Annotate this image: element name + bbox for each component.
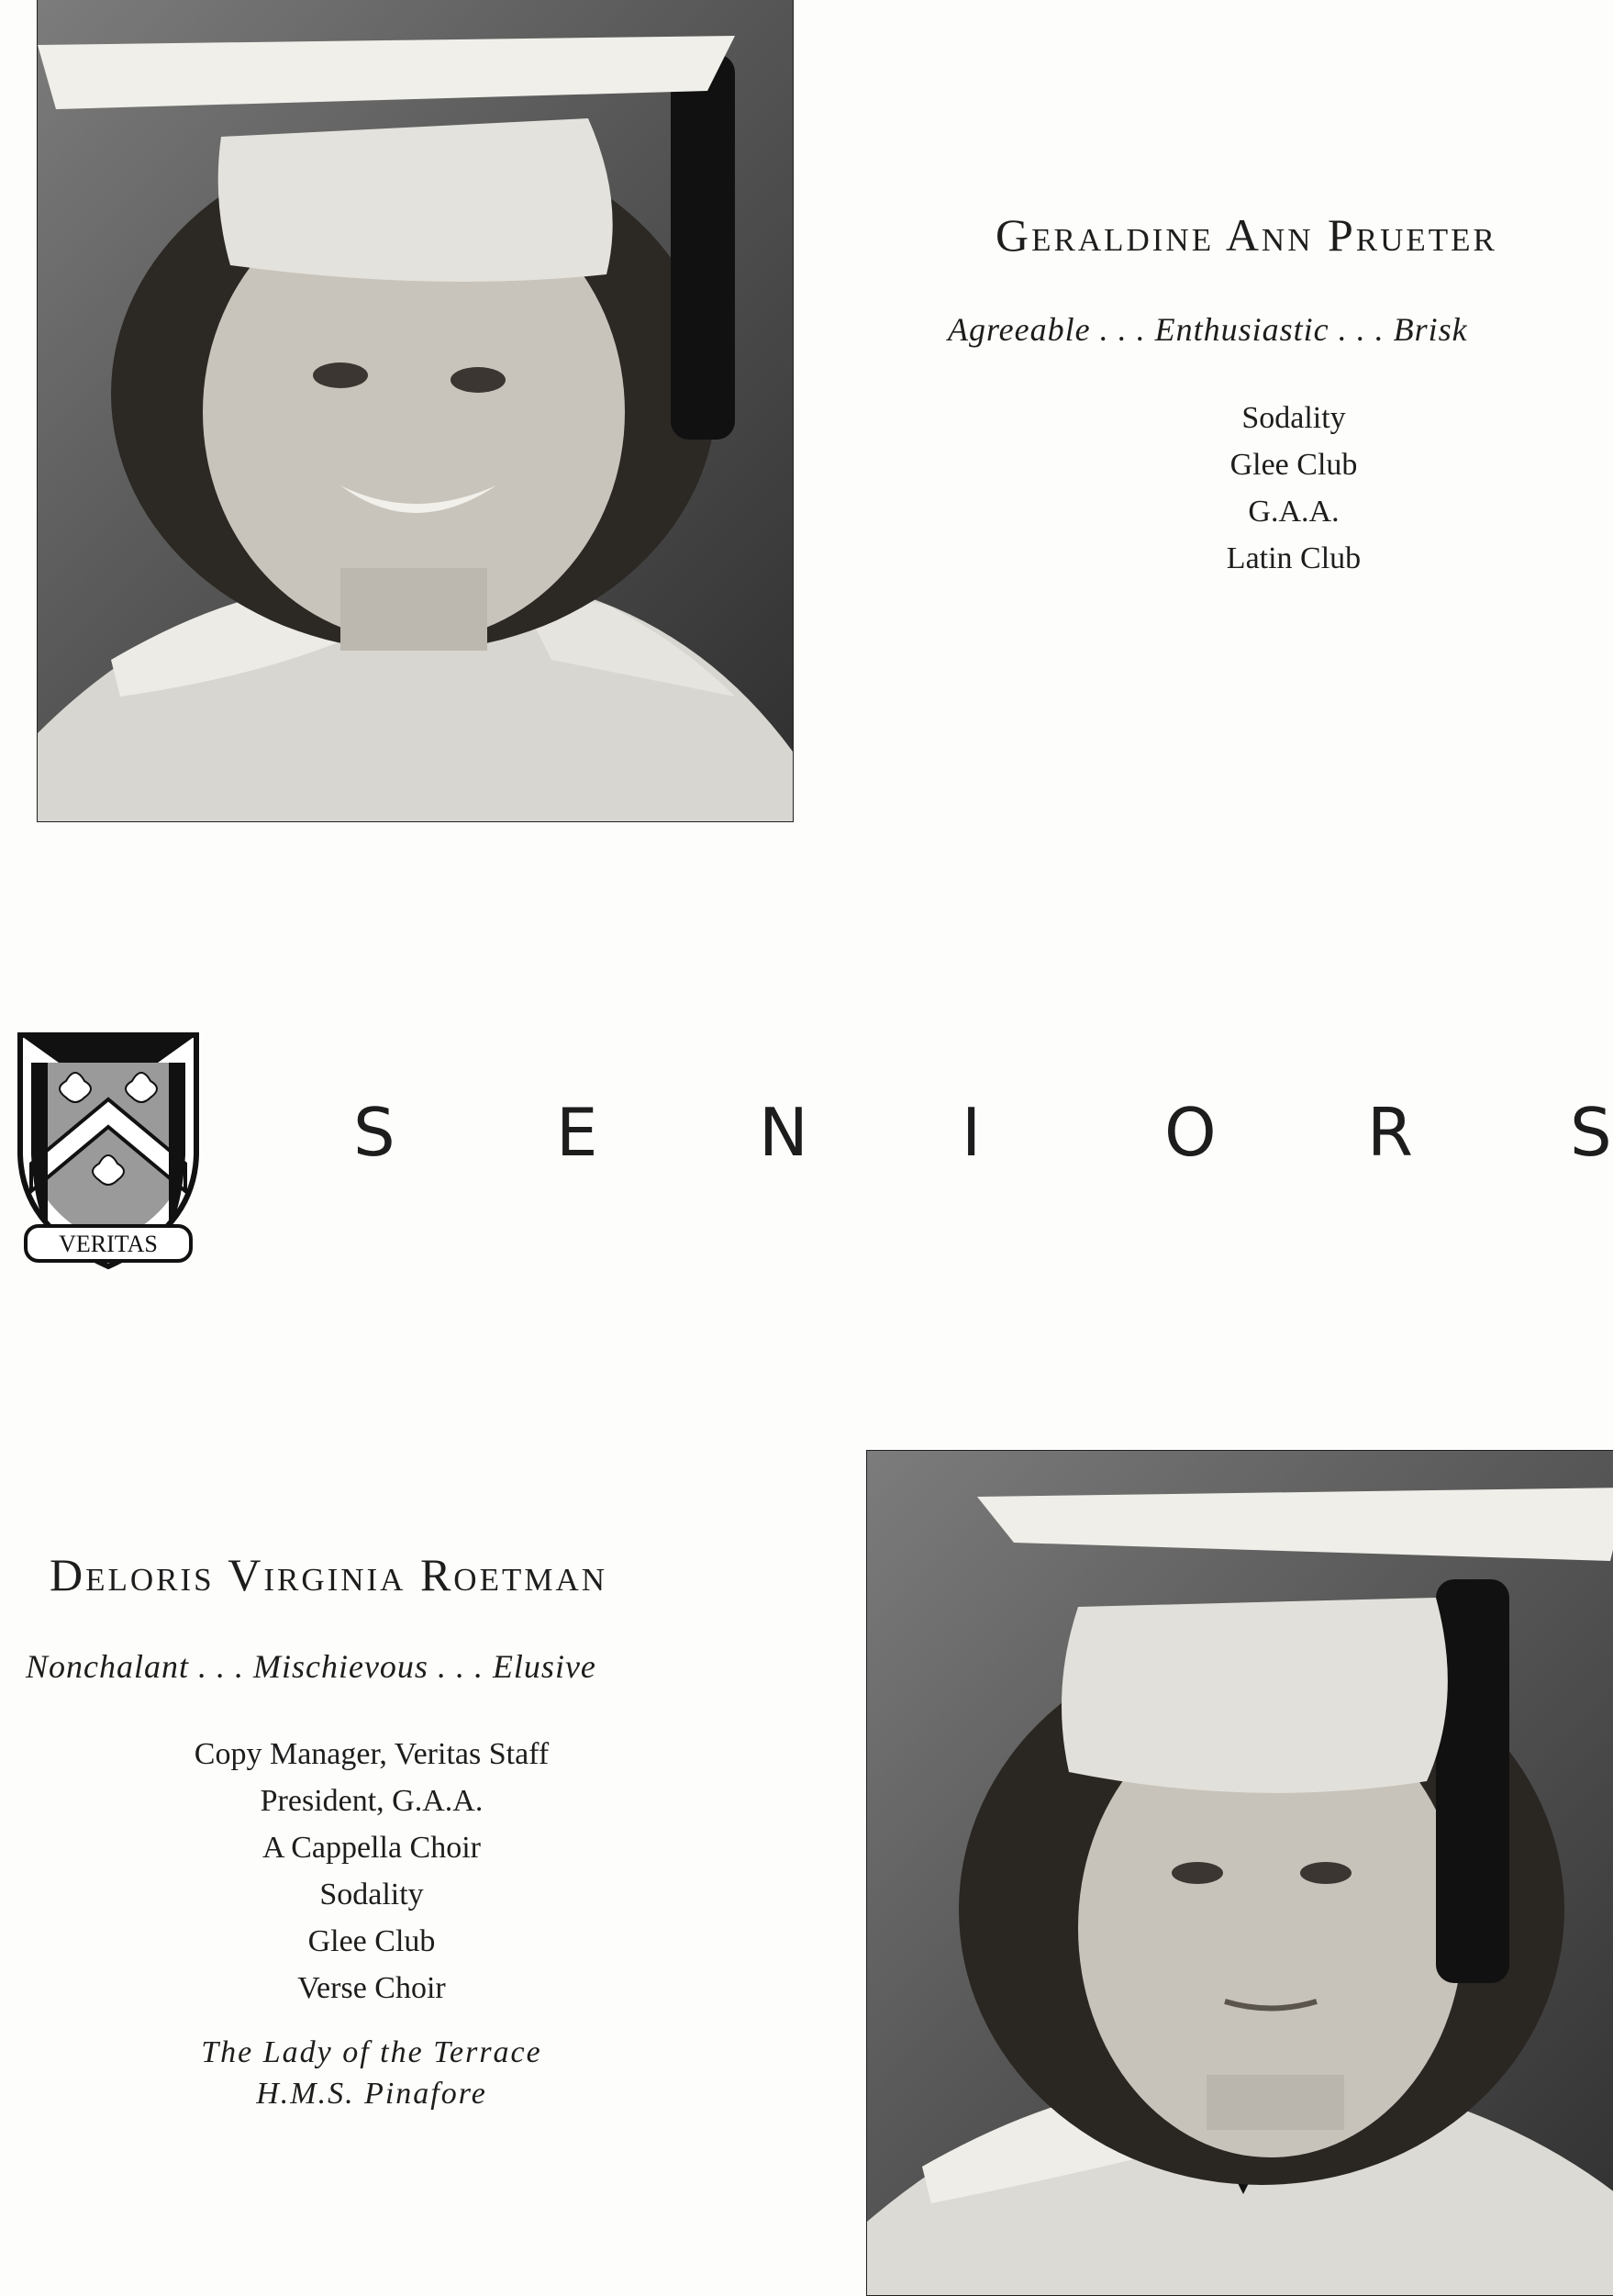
- school-crest: [11, 1026, 206, 1277]
- student-traits: Nonchalant . . . Mischievous . . . Elusive: [26, 1648, 596, 1685]
- activities-list: [1110, 395, 1477, 582]
- activity-item: Verse Choir: [297, 1971, 446, 2005]
- crest-motto: VERITAS: [59, 1231, 158, 1257]
- activity-item: Sodality: [1241, 401, 1346, 435]
- student-portrait-roetman: [866, 1450, 1613, 2296]
- activity-item: President, G.A.A.: [260, 1784, 484, 1818]
- activity-item: Glee Club: [307, 1924, 436, 1958]
- activity-item: Latin Club: [1226, 541, 1362, 575]
- section-title-letter: I: [962, 1094, 982, 1171]
- section-title: [353, 1094, 1613, 1195]
- student-name: Geraldine Ann Prueter: [996, 209, 1497, 261]
- activities-list: [73, 1731, 670, 2012]
- plays-list: [73, 2032, 670, 2114]
- activity-item: Copy Manager, Veritas Staff: [194, 1737, 550, 1771]
- section-title-letter: N: [759, 1094, 808, 1171]
- activity-item: A Cappella Choir: [262, 1831, 481, 1865]
- shield-crest-icon: [11, 1026, 206, 1277]
- section-title-letter: R: [1367, 1094, 1414, 1171]
- student-traits: Agreeable . . . Enthusiastic . . . Brisk: [948, 311, 1468, 348]
- activity-item: Sodality: [319, 1878, 424, 1911]
- play-item: H.M.S. Pinafore: [256, 2077, 487, 2111]
- student-name: Deloris Virginia Roetman: [50, 1549, 608, 1600]
- activity-item: Glee Club: [1229, 448, 1358, 482]
- section-title-letter: E: [556, 1094, 598, 1171]
- play-item: The Lady of the Terrace: [201, 2035, 542, 2069]
- section-title-letter: S: [353, 1094, 395, 1171]
- section-title-letter: O: [1164, 1094, 1217, 1171]
- activity-item: G.A.A.: [1248, 495, 1340, 529]
- student-portrait-prueter: [37, 0, 794, 822]
- section-title-letter: S: [1570, 1094, 1612, 1171]
